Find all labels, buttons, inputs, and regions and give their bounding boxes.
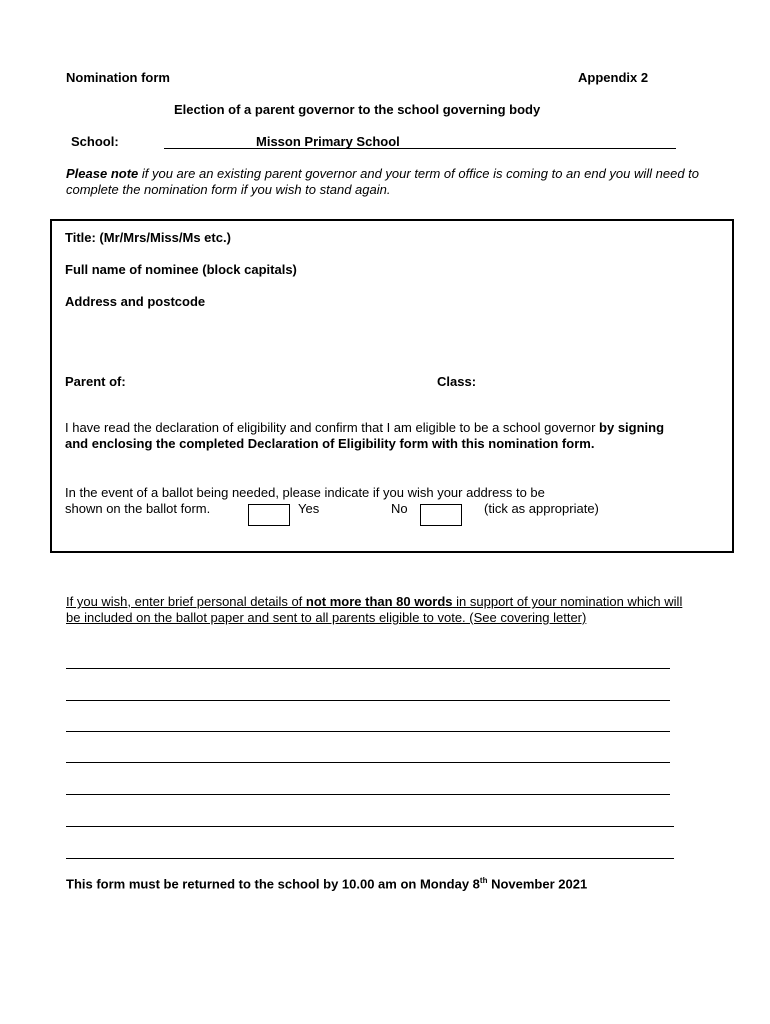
- nominee-details-box: [50, 219, 734, 553]
- writing-line[interactable]: [66, 762, 670, 763]
- class-field-label: Class:: [437, 374, 477, 389]
- address-field-label: Address and postcode: [65, 294, 206, 309]
- please-note: [66, 166, 726, 198]
- page-subtitle: Election of a parent governor to the school governing body: [174, 102, 541, 117]
- tick-instruction: (tick as appropriate): [484, 501, 599, 516]
- ballot-text-line1: In the event of a ballot being needed, please indicate if you wish your address to be: [65, 485, 545, 500]
- declaration-plain: I have read the declaration of eligibility and confirm that I am eligible to be a school governor: [65, 420, 600, 435]
- writing-line[interactable]: [66, 731, 670, 732]
- details-pre: If you wish, enter brief personal details of: [66, 594, 306, 609]
- writing-line[interactable]: [66, 668, 670, 669]
- note-text: if you are an existing parent governor and your term of office is coming to an end you will need to complete the nomination form if you wish to stand again.: [66, 166, 700, 197]
- deadline-end: November 2021: [487, 876, 588, 892]
- ballot-text-line2: shown on the ballot form.: [65, 501, 211, 516]
- appendix-label: Appendix 2: [578, 70, 649, 85]
- writing-line[interactable]: [66, 700, 670, 701]
- eligibility-declaration: [65, 420, 675, 452]
- no-label: No: [391, 501, 408, 516]
- deadline-ordinal: th: [479, 876, 488, 885]
- personal-details-instruction: [66, 594, 686, 626]
- no-tick-box[interactable]: [420, 504, 462, 526]
- details-post: in support of your nomination which will be included on the ballot paper and sent to all parents eligible to vote. (See covering letter): [66, 594, 683, 625]
- form-label: Nomination form: [66, 70, 170, 85]
- yes-label: Yes: [298, 501, 320, 516]
- yes-tick-box[interactable]: [248, 504, 290, 526]
- writing-line[interactable]: [66, 826, 674, 827]
- note-lead: Please note: [66, 166, 139, 181]
- return-deadline: [66, 876, 587, 891]
- school-label: School:: [71, 134, 119, 149]
- parent-of-field-label: Parent of:: [65, 374, 126, 389]
- declaration-bold: by signing and enclosing the completed Declaration of Eligibility form with this nomination form.: [65, 420, 665, 451]
- title-field-label: Title: (Mr/Mrs/Miss/Ms etc.): [65, 230, 231, 245]
- school-name: Misson Primary School: [256, 134, 400, 149]
- writing-line[interactable]: [66, 858, 674, 859]
- details-bold: not more than 80 words: [305, 594, 453, 609]
- school-underline: [164, 148, 676, 149]
- deadline-text: This form must be returned to the school by 10.00 am on Monday 8: [66, 876, 480, 892]
- writing-line[interactable]: [66, 794, 670, 795]
- full-name-field-label: Full name of nominee (block capitals): [65, 262, 297, 277]
